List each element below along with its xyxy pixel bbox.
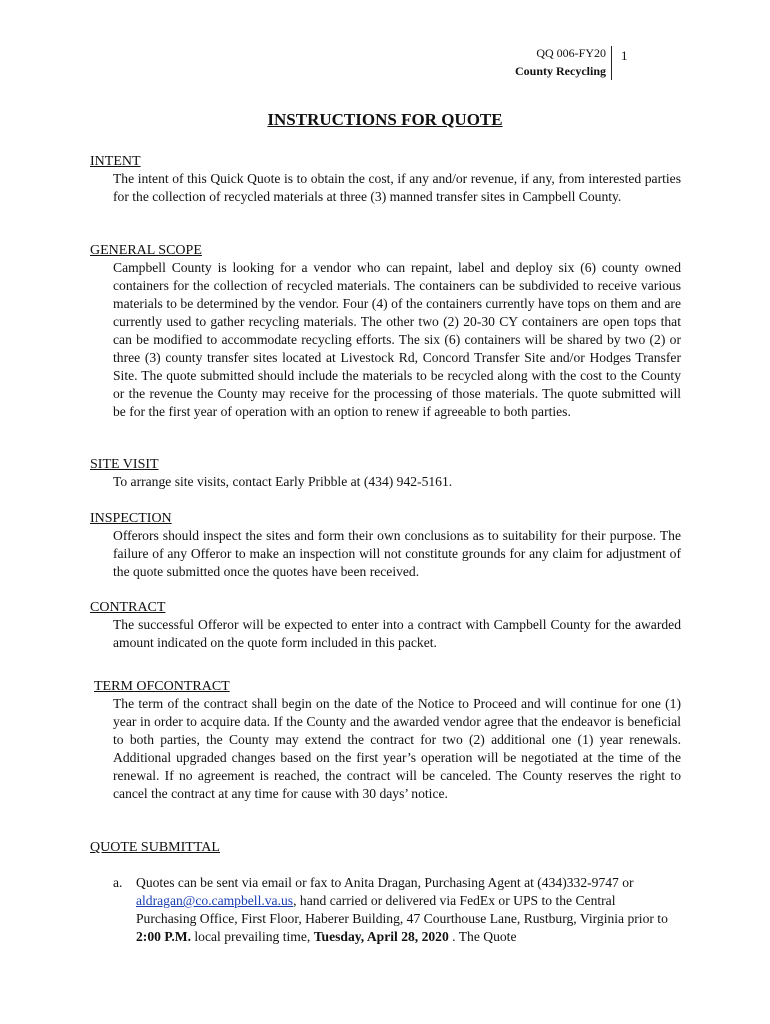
section-intent	[90, 153, 690, 206]
deadline-time: 2:00 P.M.	[136, 929, 191, 944]
section-heading-intent: INTENT	[90, 154, 141, 169]
section-contract	[90, 599, 690, 652]
email-link[interactable]: aldragan@co.campbell.va.us	[136, 893, 294, 908]
section-body-contract: The successful Offeror will be expected to enter into a contract with Campbell County for the awarded amount indicated on the quote form included in this packet.	[113, 617, 681, 650]
section-quote-submittal	[90, 839, 690, 856]
section-body-site-visit: To arrange site visits, contact Early Pribble at (434) 942-5161.	[113, 474, 453, 489]
page-title: INSTRUCTIONS FOR QUOTE	[267, 110, 503, 129]
quote-submittal-list	[113, 874, 693, 946]
deadline-date: Tuesday, April 28, 2020	[313, 929, 449, 944]
section-heading-general-scope: GENERAL SCOPE	[90, 243, 202, 258]
section-heading-site-visit: SITE VISIT	[90, 457, 159, 472]
section-general-scope	[90, 242, 690, 421]
list-marker-a: a.	[113, 875, 123, 890]
section-body-inspection: Offerors should inspect the sites and form their own conclusions as to suitability for their purpose. The failure of any Offeror to make an inspection will not constitute grounds for any claim for adjustment of the quote submitted once the quotes have been received.	[113, 528, 681, 579]
section-body-term: The term of the contract shall begin on the date of the Notice to Proceed and will continue for one (1) year in order to acquire data. If the County and the awarded vendor agree that the endeavor is beneficial to both parties, the County may extend the contract for two (2) additional one (1) year renewals. Additional upgraded changes based on the first year’s operation will be negotiated at the time of the renewal. If no agreement is reached, the contract will be canceled. The County reserves the right to cancel the contract at any time for cause with 30 days’ notice.	[113, 696, 681, 801]
section-site-visit	[90, 456, 690, 491]
section-inspection	[90, 510, 690, 581]
list-item-a	[136, 874, 676, 946]
section-body-general-scope: Campbell County is looking for a vendor who can repaint, label and deploy six (6) county owned containers for the collection of recycled materials. The containers can be subdivided to receive various materials to be determined by the vendor. Four (4) of the containers currently have tops on them and are currently used to gather recycling materials. The other two (2) 20-30 CY containers are open tops that can be modified to accommodate recycling efforts. The six (6) containers will be shared by two (2) or three (3) county transfer sites located at Livestock Rd, Concord Transfer Site and/or Hodges Transfer Site. The quote submitted should include the materials to be recycled along with the cost to the County or the revenue the County may receive for the processing of those materials. The quote submitted will be for the first year of operation with an option to renew if agreeable to both parties.	[113, 260, 681, 419]
section-heading-quote-submittal: QUOTE SUBMITTAL	[90, 840, 220, 855]
section-body-intent: The intent of this Quick Quote is to obtain the cost, if any and/or revenue, if any, from interested parties for the collection of recycled materials at three (3) manned transfer sites in Campbell County.	[113, 171, 681, 204]
document-subtitle: County Recycling	[515, 64, 606, 78]
list-item-a-text-1: Quotes can be sent via email or fax to Anita Dragan, Purchasing Agent at (434)332-9747 or	[136, 875, 634, 890]
section-heading-contract: CONTRACT	[90, 600, 166, 615]
header-divider	[611, 46, 612, 80]
page-header	[0, 44, 770, 84]
list-item-a-text-4: . The Quote	[448, 929, 517, 944]
section-term	[90, 678, 690, 803]
section-heading-inspection: INSPECTION	[90, 511, 172, 526]
page-number: 1	[621, 48, 628, 63]
section-heading-term: TERM OFCONTRACT	[94, 679, 230, 694]
list-item-a-text-3: local prevailing time,	[191, 929, 314, 944]
list-item-a-text-2: , hand carried or delivered via FedEx or UPS to the Central Purchasing Office, First Floor, Haberer Building, 47 Courthouse Lane, Rustburg, Virginia prior to	[136, 893, 668, 926]
document-id: QQ 006-FY20	[536, 46, 606, 60]
header-text-block	[515, 44, 606, 80]
